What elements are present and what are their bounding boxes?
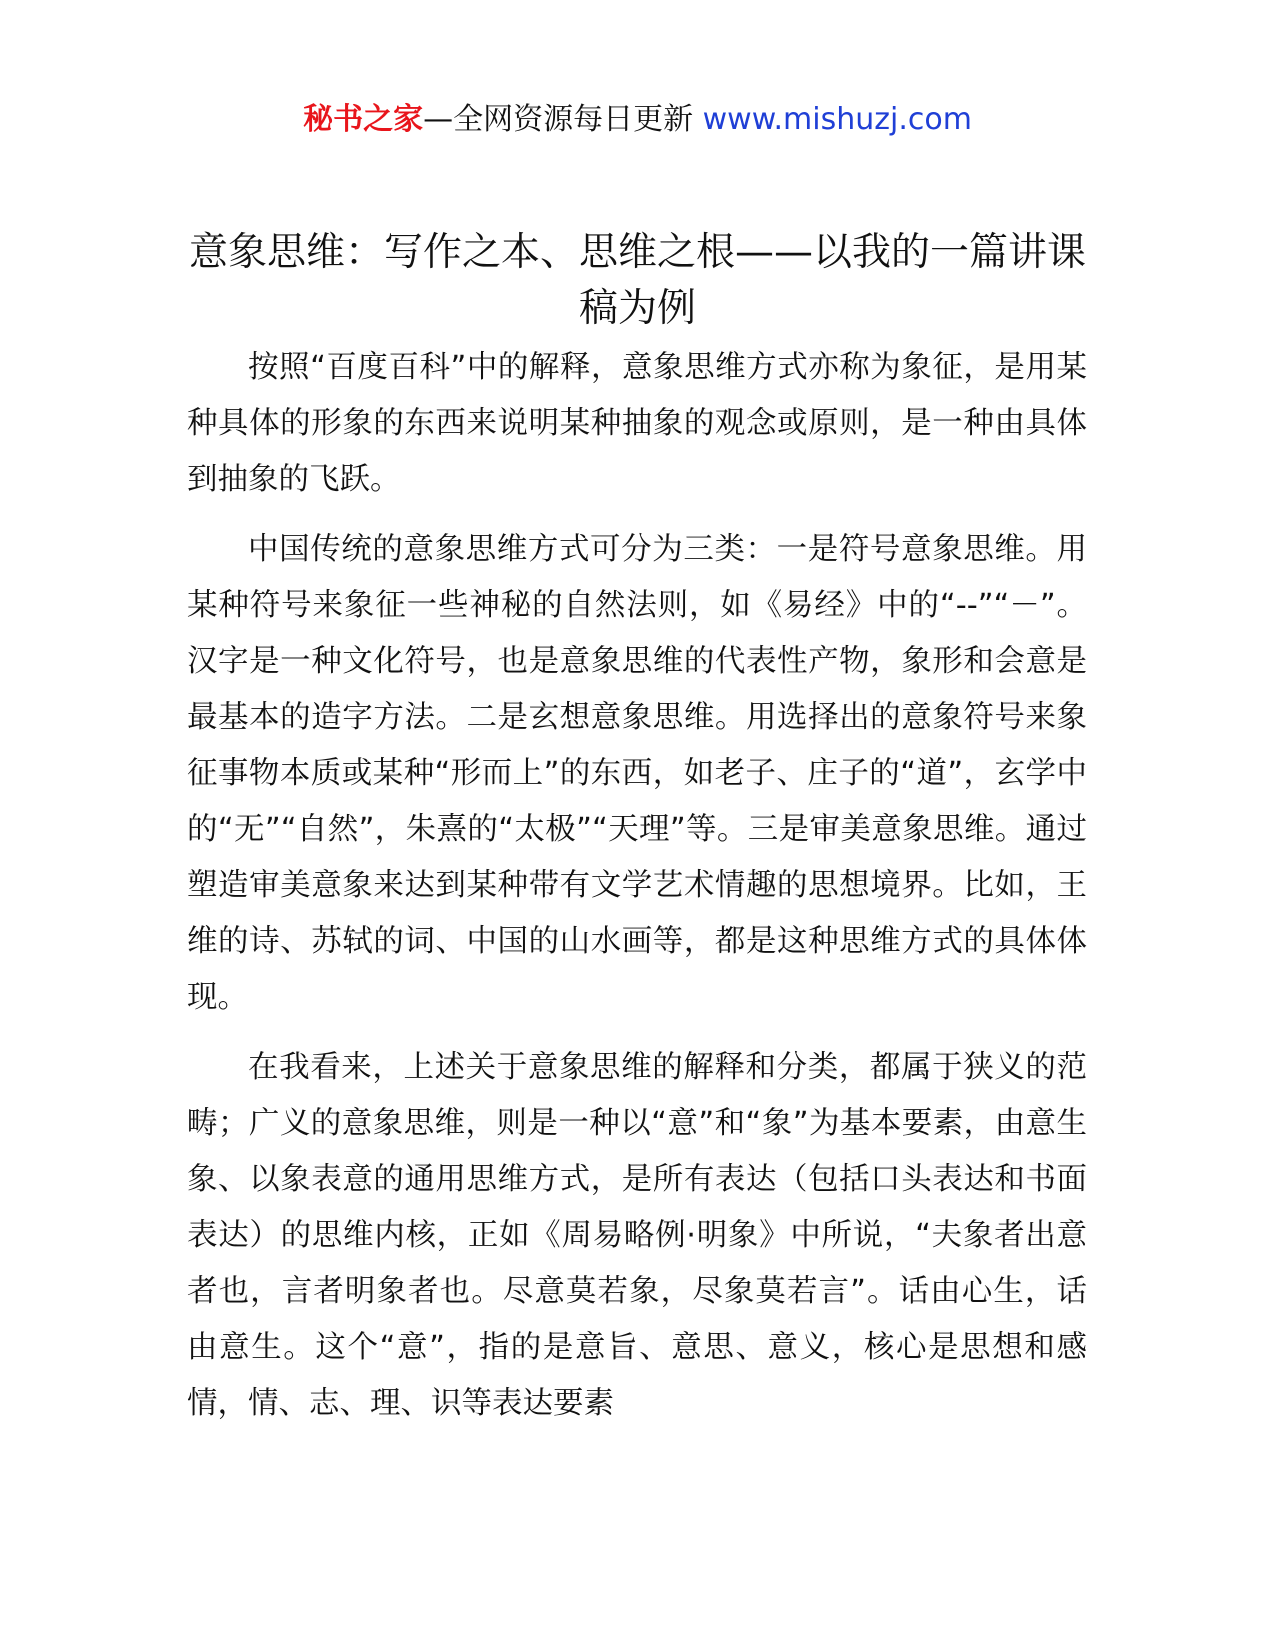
paragraph-1: 按照“百度百科”中的解释，意象思维方式亦称为象征，是用某种具体的形象的东西来说明某种抽象的观念或原则，是一种由具体到抽象的飞跃。 (187, 350, 1087, 497)
paragraph-3: 在我看来，上述关于意象思维的解释和分类，都属于狭义的范畴；广义的意象思维，则是一种以“意”和“象”为基本要素，由意生象、以象表意的通用思维方式，是所有表达（包括口头表达和书面表达）的思维内核，正如《周易略例·明象》中所说，“夫象者出意者也，言者明象者也。尽意莫若象，尽象莫若言”。话由心生，话由意生。这个“意”，指的是意旨、意思、意义，核心是思想和感情，情、志、理、识等表达要素 (187, 1050, 1087, 1421)
page-header (0, 98, 1275, 142)
paragraph-2: 中国传统的意象思维方式可分为三类：一是符号意象思维。用某种符号来象征一些神秘的自然法则，如《易经》中的“--”“－”。汉字是一种文化符号，也是意象思维的代表性产物，象形和会意是最基本的造字方法。二是玄想意象思维。用选择出的意象符号来象征事物本质或某种“形而上”的东西，如老子、庄子的“道”，玄学中的“无”“自然”，朱熹的“太极”“天理”等。三是审美意象思维。通过塑造审美意象来达到某种带有文学艺术情趣的思想境界。比如，王维的诗、苏轼的词、中国的山水画等，都是这种思维方式的具体体现。 (187, 532, 1087, 1015)
document-title: 意象思维：写作之本、思维之根——以我的一篇讲课稿为例 (188, 230, 1086, 331)
header-tagline: —全网资源每日更新 (423, 102, 694, 137)
brand-name: 秘书之家 (303, 102, 424, 137)
website-link[interactable]: www.mishuzj.com (702, 102, 972, 137)
document-body (187, 340, 1087, 1446)
